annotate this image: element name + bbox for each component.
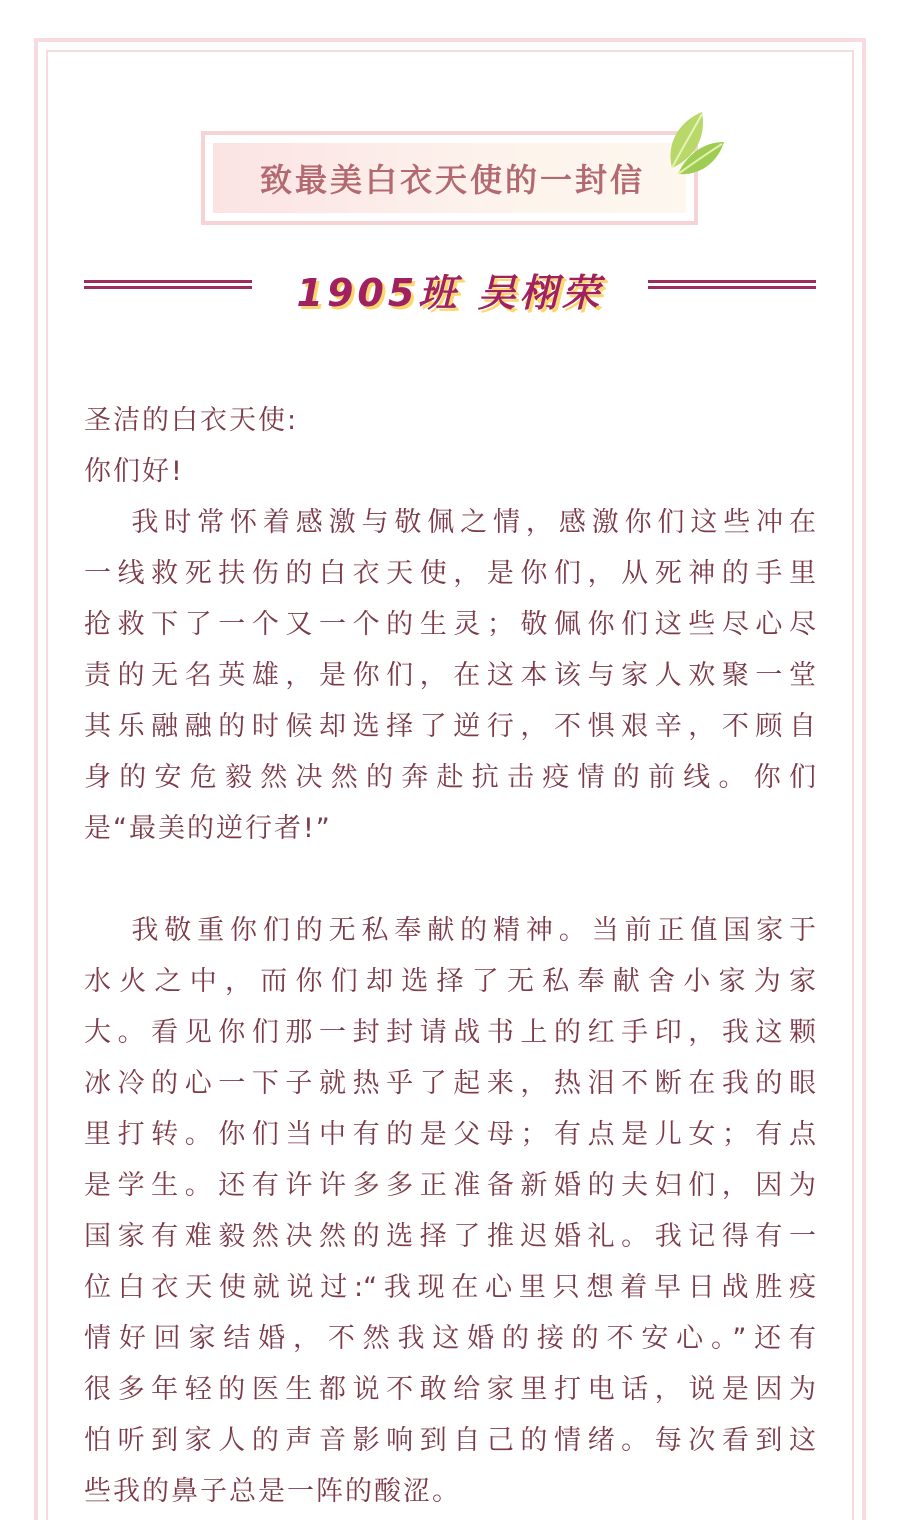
- paragraph-line: 情好回家结婚，不然我这婚的接的不安心。”还有: [84, 1323, 816, 1354]
- paragraph-line: 身的安危毅然决然的奔赴抗击疫情的前线。你们: [84, 762, 816, 793]
- letter-body: [84, 395, 816, 1517]
- paragraph-line: 责的无名英雄，是你们，在这本该与家人欢聚一堂: [84, 660, 816, 691]
- paragraph-line: 一线救死扶伤的白衣天使，是你们，从死神的手里: [84, 558, 816, 589]
- paragraph-line: 是“最美的逆行者!”: [84, 813, 332, 844]
- greeting: 你们好!: [84, 456, 184, 487]
- left-decorative-rule: [84, 280, 252, 294]
- right-decorative-rule: [648, 280, 816, 294]
- paragraph-line: 国家有难毅然决然的选择了推迟婚礼。我记得有一: [84, 1221, 816, 1252]
- author-banner: [84, 258, 816, 318]
- paragraph-line: 怕听到家人的声音影响到自己的情绪。每次看到这: [84, 1425, 816, 1456]
- paragraph-spacer: [84, 854, 816, 905]
- paragraph-line: 是学生。还有许许多多正准备新婚的夫妇们，因为: [84, 1170, 816, 1201]
- page-title: 致最美白衣天使的一封信: [259, 161, 645, 199]
- paragraph-line: 冰冷的心一下子就热乎了起来，热泪不断在我的眼: [84, 1068, 816, 1099]
- leaf-icon: [664, 108, 726, 180]
- paragraph-line: 大。看见你们那一封封请战书上的红手印，我这颗: [84, 1017, 816, 1048]
- paragraph-1: [84, 497, 816, 854]
- author-name: 1905班 吴栩荣: [296, 271, 604, 315]
- paragraph-line: 很多年轻的医生都说不敢给家里打电话，说是因为: [84, 1374, 816, 1405]
- paragraph-line: 水火之中，而你们却选择了无私奉献舍小家为家: [84, 966, 816, 997]
- title-box: [201, 131, 698, 225]
- paragraph-line: 其乐融融的时候却选择了逆行，不惧艰辛，不顾自: [84, 711, 816, 742]
- paragraph-line: 抢救下了一个又一个的生灵；敬佩你们这些尽心尽: [84, 609, 816, 640]
- salutation: 圣洁的白衣天使:: [84, 405, 299, 436]
- paragraph-line: 我时常怀着感激与敬佩之情，感激你们这些冲在: [84, 507, 816, 538]
- paragraph-line: 些我的鼻子总是一阵的酸涩。: [84, 1476, 461, 1507]
- title-background: [213, 143, 686, 213]
- paragraph-2: [84, 905, 816, 1517]
- paragraph-line: 里打转。你们当中有的是父母；有点是儿女；有点: [84, 1119, 816, 1150]
- paragraph-line: 我敬重你们的无私奉献的精神。当前正值国家于: [84, 915, 816, 946]
- paragraph-line: 位白衣天使就说过:“我现在心里只想着早日战胜疫: [84, 1272, 816, 1303]
